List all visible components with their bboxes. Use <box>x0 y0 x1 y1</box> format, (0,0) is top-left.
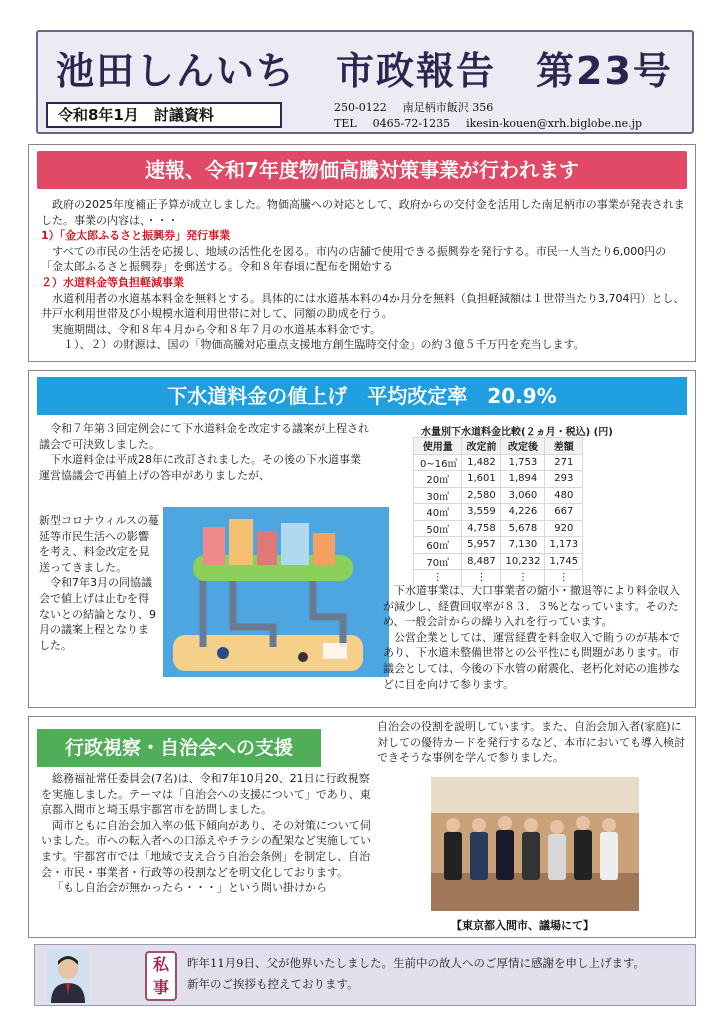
newsletter-header <box>36 30 694 134</box>
table-header-row <box>414 438 583 455</box>
section-inspection <box>28 716 696 938</box>
inspection-para1: 総務福祉常任委員会(7名)は、令和7年10月20、21日に行政視察を実施しました。テーマは「自治会への支援について」であり、東京都入間市と埼玉県宇都宮市を訪問しました。 <box>41 772 371 817</box>
table-cell: 8,487 <box>462 553 501 570</box>
table-cell: 3,060 <box>501 487 545 504</box>
col-after: 改定後 <box>501 438 545 455</box>
table-cell: 1,482 <box>462 454 501 471</box>
table-cell: 667 <box>545 504 583 521</box>
table-row <box>414 537 583 554</box>
table-row <box>414 487 583 504</box>
item2-body: 水道利用者の水道基本料金を無料とする。具体的には水道基本料の4か月分を無料（負担軽減額は１世帯当たり3,704円）とし、井戸水利用世帯及び小規模水道利用世帯に対して、同額の助成を行う。 <box>41 291 685 321</box>
table-cell: ⋮ <box>501 570 545 587</box>
tel-number: 0465-72-1235 <box>372 117 451 130</box>
table-cell: 1,753 <box>501 454 545 471</box>
item2-heading: ２）水道料金等負担軽減事業 <box>41 275 184 289</box>
section-price-measures-banner: 速報、令和7年度物価高騰対策事業が行われます <box>37 151 687 189</box>
building-5 <box>313 533 335 565</box>
sewer-table-caption: 水量別下水道料金比較(２ヵ月・税込) (円) <box>421 427 613 438</box>
sewer-para2-cont: 新型コロナウィルスの蔓延等市民生活への影響を考え、料金改定を見送ってきました。 <box>39 514 160 574</box>
personal-note-text <box>187 953 695 995</box>
table-cell: 3,559 <box>462 504 501 521</box>
table-row <box>414 553 583 570</box>
inspection-left-text <box>41 771 371 896</box>
table-cell: 30㎥ <box>414 487 462 504</box>
table-cell: 20㎥ <box>414 471 462 488</box>
sewer-illustration <box>163 507 389 677</box>
badge-char-2: 事 <box>152 978 169 997</box>
table-cell: 7,130 <box>501 537 545 554</box>
table-cell: 1,894 <box>501 471 545 488</box>
table-cell: ⋮ <box>462 570 501 587</box>
table-cell: 293 <box>545 471 583 488</box>
table-cell: 4,758 <box>462 520 501 537</box>
intro-paragraph: 政府の2025年度補正予算が成立しました。物価高騰への対応として、政府からの交付金を活用した南足柄市の事業が発表されました。事業の内容は、・・・ <box>41 198 685 227</box>
col-before: 改定前 <box>462 438 501 455</box>
funding-paragraph: １）、２）の財源は、国の「物価高騰対応重点支援地方創生臨時交付金」の約３億５千万円を充当します。 <box>63 338 585 352</box>
table-cell: ⋮ <box>545 570 583 587</box>
sewer-rate-table <box>413 437 583 587</box>
address: 南足柄市飯沢 356 <box>402 101 494 114</box>
table-cell: 60㎥ <box>414 537 462 554</box>
item1-body: すべての市民の生活を応援し、地域の活性化を図る。市内の店舗で使用できる振興券を発行する。市民一人当たり6,000円の「金太郎ふるさと振興券」を郵送する。令和８年春頃に配布を開始する <box>41 244 667 274</box>
section-sewer-fee <box>28 370 696 708</box>
group-photo <box>431 777 639 911</box>
photo-caption: 【東京都入間市、議場にて】 <box>451 919 594 932</box>
pedestrian-figure <box>298 652 308 662</box>
sewer-left-top-text <box>39 421 369 483</box>
sewer-para2: 下水道料金は平成28年に改訂されました。その後の下水道事業運営協議会で再値上げの答申がありましたが、 <box>39 453 361 482</box>
tel-label: TEL <box>334 117 357 130</box>
author-portrait <box>47 949 89 1003</box>
table-cell: 50㎥ <box>414 520 462 537</box>
table-row <box>414 504 583 521</box>
sewer-right-para2: 公営企業としては、運営経費を料金収入で賄うのが基本であり、下水道未整備世帯との公平性にも問題があります。市議会としては、今後の下水管の耐震化、老朽化対応の進捗などに目を向けて参ります。 <box>383 630 680 691</box>
table-cell: 920 <box>545 520 583 537</box>
inspection-para3: 「もし自治会が無かったら・・・」という問い掛けから <box>52 881 327 895</box>
table-cell: 5,678 <box>501 520 545 537</box>
section-inspection-banner: 行政視察・自治会への支援 <box>37 729 321 767</box>
issue-date-label: 令和8年1月 討議資料 <box>46 102 282 128</box>
section-price-measures <box>28 144 696 362</box>
table-cell: 2,580 <box>462 487 501 504</box>
personal-note-footer <box>34 944 696 1006</box>
email-address: ikesin-kouen@xrh.biglobe.ne.jp <box>466 117 643 130</box>
col-diff: 差額 <box>545 438 583 455</box>
table-cell: 70㎥ <box>414 553 462 570</box>
table-cell: ⋮ <box>414 570 462 587</box>
personal-note-line2: 新年のご挨拶も控えております。 <box>187 977 359 991</box>
building-4 <box>281 523 309 565</box>
contact-info <box>334 100 658 132</box>
inspection-right-text: 自治会の役割を説明しています。また、自治会加入者(家庭)に対しての優待カードを発行するなど、本市においても導入検討できそうな事例を学んで参りました。 <box>377 720 685 765</box>
col-usage: 使用量 <box>414 438 462 455</box>
table-row <box>414 471 583 488</box>
table-cell: 40㎥ <box>414 504 462 521</box>
table-cell: 1,601 <box>462 471 501 488</box>
section-sewer-fee-banner: 下水道料金の値上げ 平均改定率 20.9% <box>37 377 687 415</box>
table-cell: 10,232 <box>501 553 545 570</box>
sewer-para3: 令和7年3月の同協議会で値上げは止むを得ないとの結論となり、9月の議案上程となりました。 <box>39 576 156 652</box>
worker-figure <box>217 647 229 659</box>
table-cell: 5,957 <box>462 537 501 554</box>
table-cell: 271 <box>545 454 583 471</box>
badge-char-1: 私 <box>152 955 169 974</box>
postal-code: 250-0122 <box>334 101 387 114</box>
table-row <box>414 520 583 537</box>
sewer-left-mid-text <box>39 513 159 653</box>
table-cell: 0~16㎥ <box>414 454 462 471</box>
sewer-right-para1: 下水道事業は、大口事業者の縮小・撤退等により料金収入が減少し、経費回収率が８３．３%となっています。そのため、一般会計からの繰り入れを行っています。 <box>383 584 680 629</box>
table-cell: 4,226 <box>501 504 545 521</box>
item1-heading: 1）「金太郎ふるさと振興券」発行事業 <box>41 229 231 243</box>
building-3 <box>257 531 277 565</box>
table-cell: 1,173 <box>545 537 583 554</box>
section-price-measures-body <box>41 197 685 353</box>
table-row <box>414 454 583 471</box>
building-2 <box>229 519 253 565</box>
inspection-para2: 両市ともに自治会加入率の低下傾向があり、その対策について伺いました。市への転入者への口添えやチラシの配架など実施しています。宇都宮市では「地域で支え合う自治会条例」を制定し、自治会・市民・事業者・行政等の役割などを明文化しております。 <box>41 818 371 879</box>
personal-note-line1: 昨年11月9日、父が他界いたしました。生前中の故人へのご厚情に感謝を申し上げます。 <box>187 956 646 970</box>
table-cell: 480 <box>545 487 583 504</box>
newsletter-title: 池田しんいち 市政報告 第23号 <box>56 49 673 93</box>
table-cell: 1,745 <box>545 553 583 570</box>
sewer-para1: 令和７年第３回定例会にて下水道料金を改定する議案が上程され議会で可決致しました。 <box>39 422 369 451</box>
sign-board <box>323 643 347 659</box>
personal-badge <box>145 951 177 1001</box>
building-1 <box>203 527 225 565</box>
sewer-right-text <box>383 583 687 692</box>
period-paragraph: 実施期間は、令和８年４月から令和８年７月の水道基本料金です。 <box>52 322 382 336</box>
